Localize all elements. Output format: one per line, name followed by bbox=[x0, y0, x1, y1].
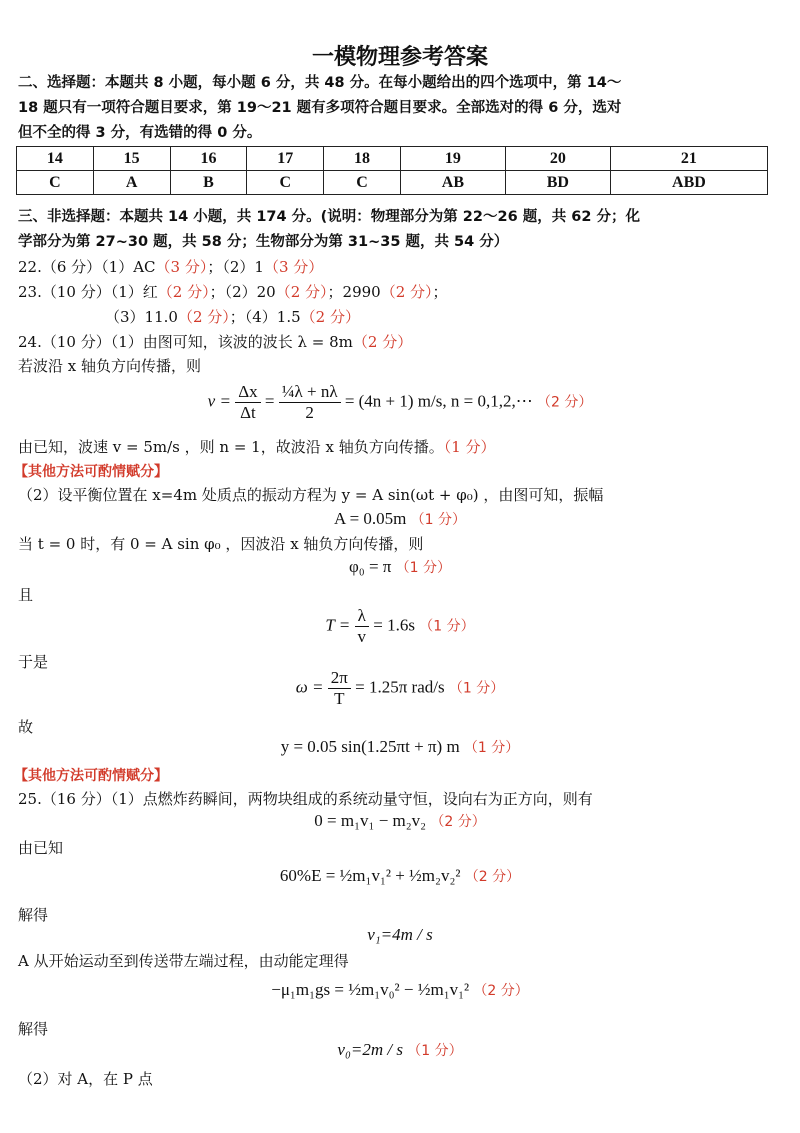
page-title: 一模物理参考答案 bbox=[311, 45, 488, 70]
score-label: （2 分） bbox=[380, 283, 433, 301]
section2-line2: 18 题只有一项符合题目要求，第 19～21 题有多项符合题目要求。全部选对的得 6 分，选对 bbox=[18, 100, 622, 116]
q25-equation-v1: v₁=4m / s bbox=[367, 925, 433, 944]
answer-table bbox=[16, 146, 768, 195]
q24-other-method-note: 【其他方法可酌情赋分】 bbox=[14, 464, 168, 480]
section2-line3: 但不全的得 3 分，有选错的得 0 分。 bbox=[18, 125, 262, 141]
q24-line5: 当 t = 0 时，有 0 = A sin φ₀ ，因波沿 x 轴负方向传播，则 bbox=[18, 535, 424, 553]
answer-cell: C bbox=[247, 171, 324, 195]
q24-line7: 于是 bbox=[18, 653, 49, 671]
q25-line2: 由已知 bbox=[18, 839, 64, 857]
answer-cell: ABD bbox=[610, 171, 767, 195]
q25-line3: 解得 bbox=[18, 906, 49, 924]
question-number-cell: 14 bbox=[17, 147, 94, 171]
q24-equation-amplitude: A = 0.05m （1 分） bbox=[333, 509, 466, 528]
q25-equation-v0: v₀=2m / s （1 分） bbox=[337, 1040, 463, 1059]
fraction: $\frac{\text{¼λ + nλ}}{2}$ bbox=[279, 382, 341, 423]
question-number-cell: 15 bbox=[93, 147, 170, 171]
q24-equation-phase: φ₀ = π （1 分） bbox=[348, 557, 452, 576]
question-number-cell: 16 bbox=[170, 147, 247, 171]
q24-equation-period: T = $\frac{\lambda}{v}$ = 1.6s （1 分） bbox=[325, 606, 475, 646]
score-label: （2 分） bbox=[430, 814, 486, 830]
q24-line8: 故 bbox=[18, 718, 34, 736]
q25-line6: （2）对 A，在 P 点 bbox=[18, 1070, 153, 1088]
q24-line2: 若波沿 x 轴负方向传播，则 bbox=[18, 357, 201, 375]
question-number-cell: 18 bbox=[324, 147, 401, 171]
fraction: $\frac{2\pi}{T}$ bbox=[328, 668, 351, 709]
score-label: （1 分） bbox=[463, 740, 520, 756]
fraction: $\frac{\Delta x}{\Delta t}$ bbox=[235, 382, 260, 423]
score-label: （2 分） bbox=[275, 283, 328, 301]
score-label: （2 分） bbox=[536, 394, 593, 411]
q25-line4: A 从开始运动至到传送带左端过程，由动能定理得 bbox=[18, 952, 349, 970]
score-label: （1 分） bbox=[448, 680, 505, 697]
score-label: （2 分） bbox=[464, 869, 521, 885]
answer-cell: C bbox=[324, 171, 401, 195]
score-label: （1 分） bbox=[407, 1043, 463, 1059]
q24-other-method-note-2: 【其他方法可酌情赋分】 bbox=[14, 768, 168, 784]
score-label: （2 分） bbox=[352, 333, 413, 351]
question-number-cell: 20 bbox=[505, 147, 610, 171]
answer-cell: C bbox=[17, 171, 94, 195]
q25-line1: 25.（16 分）（1）点燃炸药瞬间，两物块组成的系统动量守恒，设向右为正方向，则有 bbox=[18, 790, 593, 808]
q24-equation-speed: v = $\frac{\Delta x}{\Delta t}$ = $\frac{\text{¼λ + nλ}}{2}$ = (4n + 1) m/s, n = 0,1,2,⋯ （2 分） bbox=[207, 382, 593, 422]
score-label: （2 分） bbox=[157, 283, 210, 301]
q24-equation-vibration: y = 0.05 sin(1.25πt + π) m （1 分） bbox=[280, 737, 520, 756]
q25-line5: 解得 bbox=[18, 1020, 49, 1038]
answer-cell: BD bbox=[505, 171, 610, 195]
question-number-cell: 17 bbox=[247, 147, 324, 171]
q25-equation-kinetic: −μ₁m₁gs = ½m₁v₀² − ½m₁v₁² （2 分） bbox=[271, 980, 529, 999]
fraction: $\frac{\lambda}{v}$ bbox=[355, 606, 370, 647]
question-number-cell: 21 bbox=[610, 147, 767, 171]
q23-line1: 23.（10 分）（1）红（2 分）；（2）20（2 分）；2990（2 分）； bbox=[18, 283, 448, 301]
q24-line4: （2）设平衡位置在 x=4m 处质点的振动方程为 y = A sin(ωt + φ₀) ，由图可知，振幅 bbox=[18, 486, 604, 504]
q24-line3: 由已知，波速 v = 5m/s ，则 n = 1，故波沿 x 轴负方向传播。（1 分） bbox=[18, 438, 496, 456]
score-label: （2 分） bbox=[177, 308, 230, 326]
score-label: （1 分） bbox=[419, 618, 475, 635]
section2-line1: 二、选择题：本题共 8 小题，每小题 6 分，共 48 分。在每小题给出的四个选项中，第 14～ bbox=[18, 75, 622, 91]
answer-cell: A bbox=[93, 171, 170, 195]
score-label: （3 分） bbox=[263, 258, 324, 276]
q25-equation-energy: 60%E = ½m₁v₁² + ½m₂v₂² （2 分） bbox=[279, 866, 521, 885]
answer-table-header-row bbox=[17, 147, 768, 171]
score-label: （3 分） bbox=[155, 258, 208, 276]
score-label: （2 分） bbox=[473, 983, 529, 999]
section3-line1: 三、非选择题：本题共 14 小题，共 174 分。(说明：物理部分为第 22～26 题，共 62 分；化 bbox=[18, 209, 640, 225]
score-label: （1 分） bbox=[443, 438, 496, 456]
answer-cell: AB bbox=[400, 171, 505, 195]
answer-table-answer-row bbox=[17, 171, 768, 195]
answer-cell: B bbox=[170, 171, 247, 195]
score-label: （1 分） bbox=[395, 560, 452, 576]
q24-line6: 且 bbox=[18, 586, 34, 604]
section3-line2: 学部分为第 27~30 题，共 58 分；生物部分为第 31~35 题，共 54 分） bbox=[18, 234, 509, 250]
q23-line2: （3）11.0（2 分）；（4）1.5（2 分） bbox=[105, 308, 360, 326]
score-label: （2 分） bbox=[300, 308, 360, 326]
score-label: （1 分） bbox=[410, 512, 466, 528]
q25-equation-momentum: 0 = m₁v₁ − m₂v₂ （2 分） bbox=[314, 811, 486, 830]
q22-line: 22.（6 分）（1）AC（3 分）；（2）1（3 分） bbox=[18, 258, 324, 276]
q24-equation-omega: ω = $\frac{2\pi}{T}$ = 1.25π rad/s （1 分） bbox=[295, 668, 505, 708]
question-number-cell: 19 bbox=[400, 147, 505, 171]
q24-line1: 24.（10 分）（1）由图可知，该波的波长 λ = 8m（2 分） bbox=[18, 333, 413, 351]
